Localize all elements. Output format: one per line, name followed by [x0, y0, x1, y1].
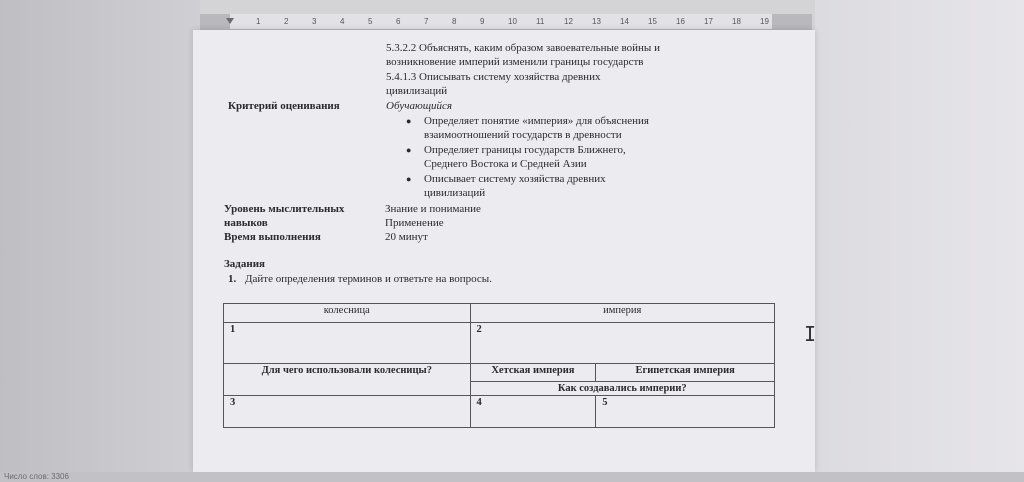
skills-value: Применение	[385, 217, 444, 229]
objective-line: 5.4.1.3 Описывать систему хозяйства древних	[386, 71, 601, 83]
ruler-number: 10	[508, 17, 517, 26]
ruler-number: 5	[368, 17, 373, 26]
answer-cell[interactable]: 5	[596, 396, 775, 428]
skills-value: Знание и понимание	[385, 203, 481, 215]
term-cell[interactable]: колесница	[224, 304, 471, 323]
ruler-number: 3	[312, 17, 317, 26]
term-cell[interactable]: империя	[470, 304, 774, 323]
criteria-item-line: Среднего Востока и Средней Азии	[424, 158, 587, 170]
criteria-label: Критерий оценивания	[228, 100, 340, 112]
time-value: 20 минут	[385, 231, 428, 243]
ruler-number: 19	[760, 17, 769, 26]
ruler-number: 4	[340, 17, 345, 26]
answer-cell[interactable]: 3	[224, 396, 471, 428]
header-cell[interactable]: Египетская империя	[596, 364, 775, 382]
left-background	[0, 0, 200, 482]
criteria-item-line: Определяет границы государств Ближнего,	[424, 144, 626, 156]
document-page[interactable]	[193, 30, 815, 472]
ruler-number: 15	[648, 17, 657, 26]
answer-cell[interactable]: 2	[470, 323, 774, 364]
ruler-number: 11	[536, 17, 545, 26]
ruler-number: 16	[676, 17, 685, 26]
indent-marker-icon[interactable]	[226, 18, 234, 24]
objective-line: цивилизаций	[386, 85, 448, 97]
status-bar	[0, 472, 1024, 482]
answer-cell[interactable]: 4	[470, 396, 596, 428]
task-text: Дайте определения терминов и ответьте на вопросы.	[245, 273, 492, 285]
ruler-number: 1	[256, 17, 261, 26]
tasks-table	[223, 303, 775, 428]
bullet-icon: ●	[406, 116, 412, 126]
ruler-number: 12	[564, 17, 573, 26]
ruler-number: 6	[396, 17, 401, 26]
ruler-number: 14	[620, 17, 629, 26]
skills-label: Уровень мыслительных	[224, 203, 345, 215]
time-label: Время выполнения	[224, 231, 321, 243]
criteria-item-line: Определяет понятие «империя» для объяснения	[424, 115, 649, 127]
horizontal-ruler[interactable]	[200, 14, 812, 30]
question-cell[interactable]: Как создавались империи?	[470, 382, 774, 396]
text-cursor-icon: I	[804, 322, 817, 346]
criteria-item-line: Описывает систему хозяйства древних	[424, 173, 606, 185]
ruler-number: 18	[732, 17, 741, 26]
criteria-item-line: взаимоотношений государств в древности	[424, 129, 622, 141]
ruler-number: 9	[480, 17, 485, 26]
ruler-right-margin	[772, 14, 812, 29]
word-count[interactable]: Число слов: 3306	[4, 472, 69, 481]
tasks-heading: Задания	[224, 258, 265, 270]
criteria-intro: Обучающийся	[386, 100, 453, 112]
ruler-number: 2	[284, 17, 289, 26]
skills-label: навыков	[224, 217, 268, 229]
answer-cell[interactable]: 1	[224, 323, 471, 364]
ruler-number: 17	[704, 17, 713, 26]
bullet-icon: ●	[406, 145, 412, 155]
objective-line: 5.3.2.2 Объяснять, каким образом завоевательные войны и	[386, 42, 660, 54]
objective-line: возникновение империй изменили границы государств	[386, 56, 644, 68]
header-cell[interactable]: Хетская империя	[470, 364, 596, 382]
question-cell[interactable]: Для чего использовали колесницы?	[224, 364, 471, 396]
criteria-item-line: цивилизаций	[424, 187, 486, 199]
task-number: 1.	[228, 273, 237, 285]
ruler-number: 8	[452, 17, 457, 26]
bullet-icon: ●	[406, 174, 412, 184]
ruler-number: 7	[424, 17, 429, 26]
ruler-number: 13	[592, 17, 601, 26]
right-background	[815, 0, 1024, 482]
